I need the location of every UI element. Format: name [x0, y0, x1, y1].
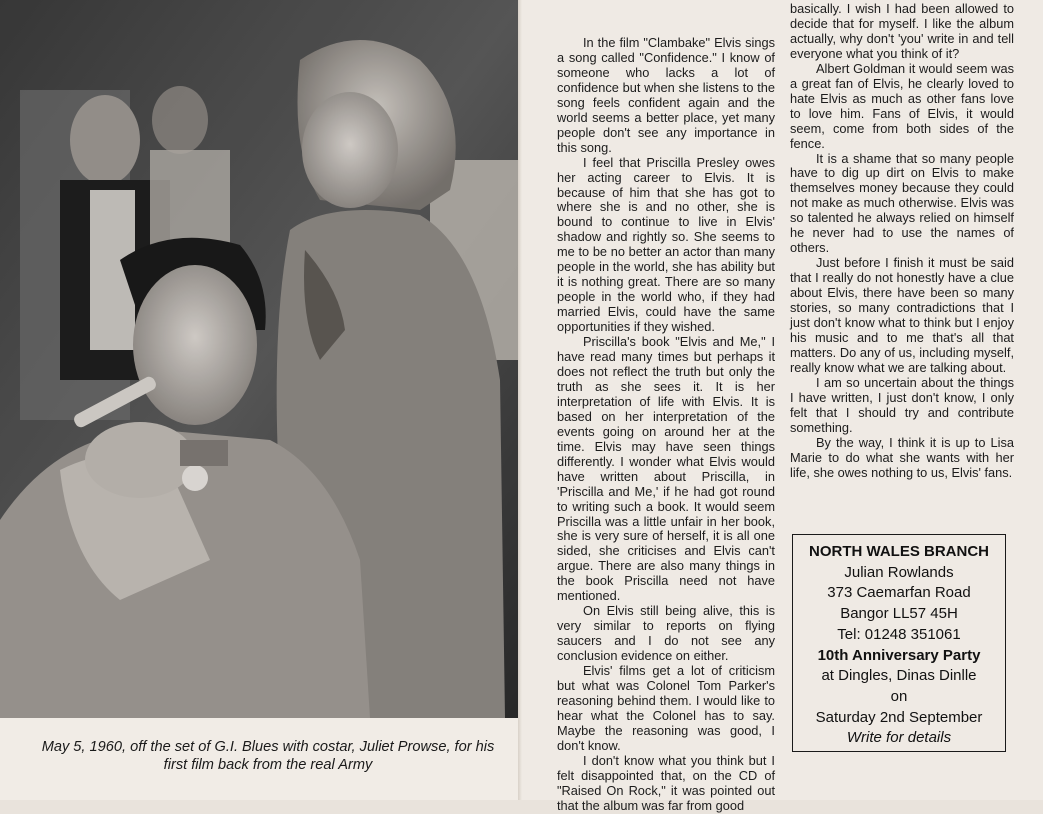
article-column-1 — [557, 36, 775, 814]
event-on: on — [890, 687, 908, 705]
event-venue: at Dingles, Dinas Dinlle — [821, 667, 977, 685]
telephone: Tel: 01248 351061 — [837, 625, 961, 643]
left-page — [0, 0, 522, 800]
film-set-photo — [0, 0, 522, 718]
call-to-action: Write for details — [846, 729, 952, 747]
address-line-2: Bangor LL57 45H — [840, 605, 958, 623]
paragraph: Priscilla's book "Elvis and Me," I have read many times but perhaps it does not reflect the truth but only the truth as she sees it. It is her interpretation of life with Elvis. It is based on her interpretation of the events going on around her at the time. Elvis may have seen things differently. I wonder what Elvis would have written about Priscilla, in 'Priscilla and Me,' if he had got round to writing such a book. It would seem Priscilla was a little unfair in her book, she is very sure of herself, it is all one sided, she criticises and Elvis can't argue. There are also many things in the book Priscilla need not have mentioned. — [557, 334, 775, 604]
paragraph: It is a shame that so many people have to dig up dirt on Elvis to make themselves money because they could not make as much otherwise. Elvis was so talented he always relied on himself he never had to use the names of others. — [790, 150, 1014, 256]
paragraph: On Elvis still being alive, this is very similar to reports on flying saucers and I do not see any conclusion evidence on either. — [557, 603, 775, 664]
event-title: 10th Anniversary Party — [817, 646, 981, 664]
paragraph: basically. I wish I had been allowed to decide that for myself. I like the album actually, why don't 'you' write in and tell everyone what you think of it? — [790, 1, 1014, 61]
paragraph: Albert Goldman it would seem was a great fan of Elvis, he clearly loved to hate Elvis as much as other fans love to love him. Fans of Elvis, it would seem, come from both sides of the fence. — [790, 60, 1014, 151]
branch-info-box — [792, 534, 1006, 752]
paragraph: I feel that Priscilla Presley owes her acting career to Elvis. It is because of him that she has got to where she is and no other, she is bound to continue to live in Elvis' shadow and rightly so. She seems to me to be no better an actor than many people in the world, she has ability but it is nothing great. There are so many people in the world who, if they had married Elvis, could have the same opportunities if they wished. — [557, 154, 775, 335]
paragraph: Just before I finish it must be said that I really do not honestly have a clue about Elvis, there have been so many stories, so many contradictions that I just don't know what to think but I enjoy his music and to me that's all that matters. Do any of us, including myself, really know what we are talking about. — [790, 255, 1014, 375]
address-line-1: 373 Caemarfan Road — [827, 584, 971, 602]
paragraph: In the film "Clambake" Elvis sings a song called "Confidence." I know of someone who lacks a lot of confidence but when she listens to the song feels confident again and the world seems a better place, yet many people don't see any importance in this song. — [557, 35, 775, 155]
paragraph: I am so uncertain about the things I have written, I just don't know, I only felt that I should try and contribute something. — [790, 374, 1014, 435]
paragraph: I don't know what you think but I felt disappointed that, on the CD of "Raised On Rock," it was pointed out that the album was far from good — [557, 752, 775, 813]
paragraph: Elvis' films get a lot of criticism but what was Colonel Tom Parker's reasoning behind them. I would like to hear what the Colonel has to say. Maybe the reasoning was good, I don't know. — [557, 663, 775, 753]
contact-name: Julian Rowlands — [844, 563, 954, 581]
event-date: Saturday 2nd September — [815, 708, 983, 726]
article-column-2 — [790, 2, 1014, 481]
photo-caption: May 5, 1960, off the set of G.I. Blues with costar, Juliet Prowse, for his first film back from the real Army — [41, 739, 495, 773]
branch-title: NORTH WALES BRANCH — [809, 543, 989, 560]
paragraph: By the way, I think it is up to Lisa Marie to do what she wants with her life, she owes nothing to us, Elvis' fans. — [790, 434, 1014, 480]
